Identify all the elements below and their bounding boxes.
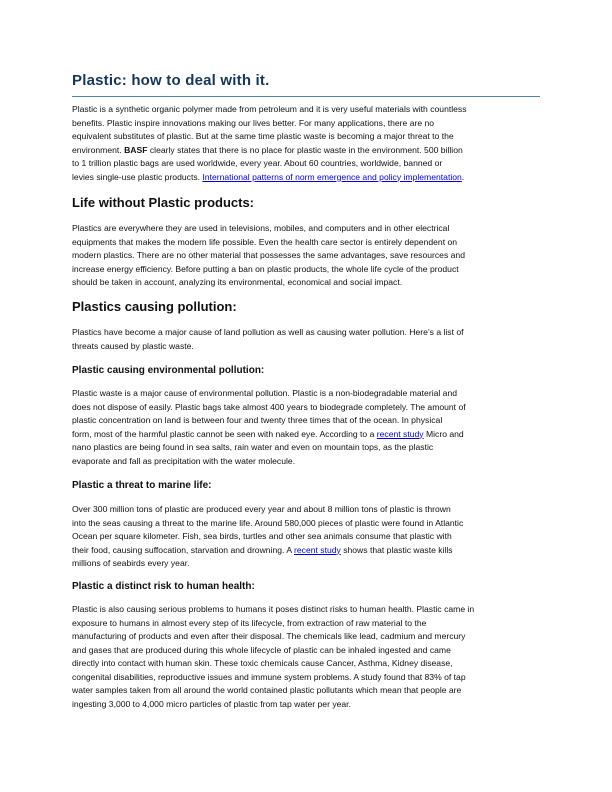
text-segment: exposure to humans in almost every step of its lifecycle, from extraction of raw material to the bbox=[72, 617, 427, 628]
heading-life-without-plastic: Life without Plastic products: bbox=[72, 195, 255, 210]
text-segment: Ocean per square kilometer. Fish, sea birds, turtles and other sea animals consume that plastic with bbox=[72, 531, 452, 541]
document-title: Plastic: how to deal with it. bbox=[72, 72, 270, 89]
text-line bbox=[72, 544, 542, 558]
text-line bbox=[72, 617, 542, 631]
text-line bbox=[72, 387, 542, 401]
text-segment: into the seas causing a threat to the marine life. Around 580,000 pieces of plastic were found in Atlantic bbox=[72, 517, 464, 528]
marine-paragraph bbox=[72, 503, 542, 571]
text-segment: nano plastics are being found in sea salts, rain water and even on mountain tops, as the plastic bbox=[72, 442, 434, 452]
hyperlink[interactable]: recent study bbox=[294, 544, 341, 555]
pollution-paragraph bbox=[72, 326, 542, 353]
text-line bbox=[72, 503, 542, 517]
health-paragraph bbox=[72, 603, 542, 711]
text-segment: does not dispose of easily. Plastic bags take almost 400 years to biodegrade completely. The amount of bbox=[72, 401, 466, 412]
text-segment: equivalent substitutes of plastic. But at the same time plastic waste is becoming a major threat to the bbox=[72, 131, 454, 141]
text-line bbox=[72, 428, 542, 442]
text-segment: levies single-use plastic products. bbox=[72, 171, 203, 182]
text-segment: increase energy efficiency. Before putting a ban on plastic products, the whole life cycle of the product bbox=[72, 263, 459, 274]
text-line bbox=[72, 222, 542, 236]
text-line bbox=[72, 671, 542, 685]
text-segment: modern plastics. There are no other material that possesses the same advantages, save resources and bbox=[72, 250, 465, 260]
bold-text: BASF bbox=[124, 144, 148, 155]
text-segment: congenital disabilities, reproductive issues and immune system problems. A study found that 83% of tap bbox=[72, 671, 466, 682]
heading-marine-life: Plastic a threat to marine life: bbox=[72, 480, 212, 491]
text-segment: Plastics have become a major cause of land pollution as well as causing water pollution. Here’s a list of bbox=[72, 327, 464, 337]
intro-paragraph bbox=[72, 103, 542, 184]
text-line bbox=[72, 684, 542, 698]
text-line bbox=[72, 236, 542, 250]
heading-human-health: Plastic a distinct risk to human health: bbox=[72, 581, 255, 592]
text-segment: threats caused by plastic waste. bbox=[72, 340, 194, 351]
text-line bbox=[72, 414, 542, 428]
text-segment: ingesting 3,000 to 4,000 micro particles of plastic from tap water per year. bbox=[72, 698, 351, 709]
text-line bbox=[72, 530, 542, 544]
text-line bbox=[72, 657, 542, 671]
title-underline bbox=[72, 96, 540, 97]
heading-plastics-causing-pollution: Plastics causing pollution: bbox=[72, 299, 237, 314]
text-line bbox=[72, 517, 542, 531]
text-segment: water samples taken from all around the world contained plastic pollutants which mean that people are bbox=[72, 685, 462, 695]
text-line bbox=[72, 340, 542, 354]
text-line bbox=[72, 401, 542, 415]
text-segment: . bbox=[461, 171, 465, 182]
text-segment: Plastics are everywhere they are used in televisions, mobiles, and computers and in other electrical bbox=[72, 223, 450, 233]
text-segment: should be taken in account, analyzing its environmental, economical and social impact. bbox=[72, 277, 403, 287]
text-line bbox=[72, 103, 542, 117]
text-segment: and gases that are produced during this whole lifecycle of plastic can be inhaled ingested and came bbox=[72, 644, 451, 655]
hyperlink[interactable]: recent study bbox=[376, 428, 424, 439]
text-line bbox=[72, 603, 542, 617]
text-segment: their food, causing suffocation, starvation and drowning. A bbox=[72, 544, 294, 555]
text-segment: Plastic waste is a major cause of environmental pollution. Plastic is a non-biodegradable material and bbox=[72, 388, 458, 398]
heading-environmental-pollution: Plastic causing environmental pollution: bbox=[72, 365, 265, 376]
text-segment: benefits. Plastic inspire innovations making our lives better. For many applications, there are no bbox=[72, 117, 435, 128]
text-line bbox=[72, 455, 542, 469]
text-segment: Micro and bbox=[423, 428, 464, 439]
text-line bbox=[72, 644, 542, 658]
text-line bbox=[72, 441, 542, 455]
text-line bbox=[72, 557, 542, 571]
text-segment: equipments that makes the modern life possible. Even the health care sector is entirely dependent on bbox=[72, 236, 458, 247]
text-segment: to 1 trillion plastic bags are used worldwide, every year. About 60 countries, worldwide, banned or bbox=[72, 158, 443, 168]
text-segment: form, most of the harmful plastic cannot be seen with naked eye. According to a bbox=[72, 428, 377, 439]
text-segment: Plastic is also causing serious problems to humans it poses distinct risks to human health. Plastic came in bbox=[72, 604, 475, 614]
text-segment: Plastic is a synthetic organic polymer made from petroleum and it is very useful materials with countless bbox=[72, 104, 467, 114]
text-line bbox=[72, 144, 542, 158]
hyperlink[interactable]: International patterns of norm emergence and policy implementation bbox=[202, 171, 462, 182]
text-segment: evaporate and fall as precipitation with the water molecule. bbox=[72, 455, 296, 466]
text-line bbox=[72, 171, 542, 185]
text-segment: environment. bbox=[72, 144, 125, 155]
text-line bbox=[72, 157, 542, 171]
text-line bbox=[72, 276, 542, 290]
text-line bbox=[72, 698, 542, 712]
text-line bbox=[72, 117, 542, 131]
life-paragraph bbox=[72, 222, 542, 290]
text-line bbox=[72, 630, 542, 644]
text-line bbox=[72, 249, 542, 263]
text-segment: clearly states that there is no place for plastic waste in the environment. 500 billion bbox=[147, 144, 463, 155]
text-segment: plastic concentration on land is between four and twenty three times that of the ocean. In physical bbox=[72, 415, 443, 425]
text-segment: directly into contact with human skin. These toxic chemicals cause Cancer, Asthma, Kidney disease, bbox=[72, 658, 453, 668]
text-segment: manufacturing of products and even after their disposal. The chemicals like lead, cadmium and mercury bbox=[72, 631, 466, 641]
text-segment: Over 300 million tons of plastic are produced every year and about 8 million tons of plastic is thrown bbox=[72, 504, 451, 514]
text-line bbox=[72, 130, 542, 144]
text-line bbox=[72, 326, 542, 340]
text-segment: millions of seabirds every year. bbox=[72, 558, 190, 568]
environmental-paragraph bbox=[72, 387, 542, 468]
text-line bbox=[72, 263, 542, 277]
text-segment: shows that plastic waste kills bbox=[340, 544, 453, 555]
